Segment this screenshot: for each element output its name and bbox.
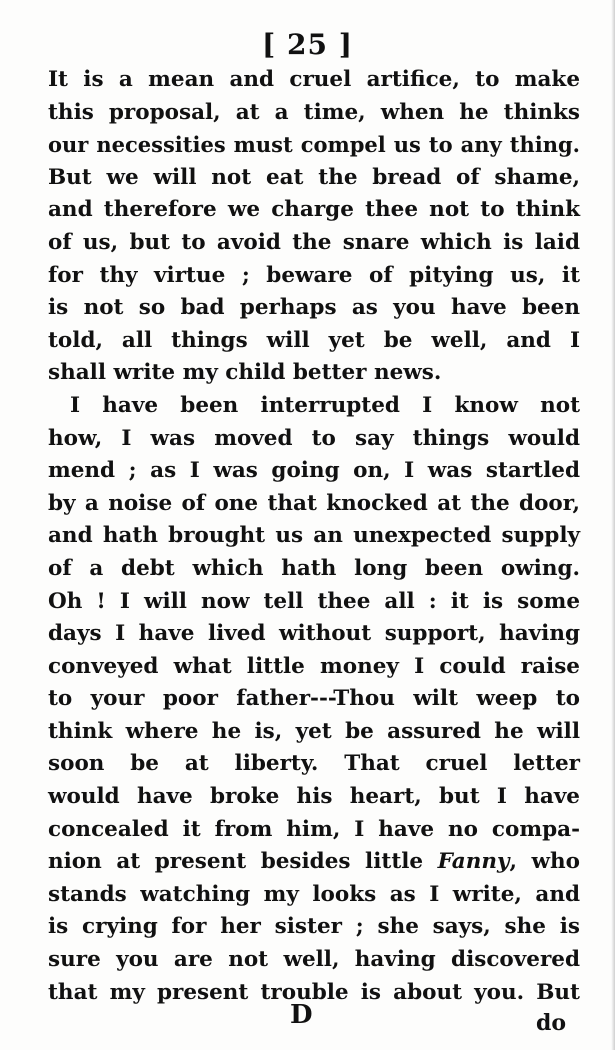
page-number: [ 25 ] [262, 28, 353, 61]
text-line: this proposal, at a time, when he thinks [48, 99, 580, 125]
catchword: do [536, 1010, 567, 1036]
text-line: to your poor father---Thou wilt weep to [48, 686, 580, 712]
text-line: told, all things will yet be well, and I [48, 327, 580, 353]
text-line: of a debt which hath long been owing. [48, 555, 580, 581]
text-line: conveyed what little money I could raise [48, 653, 580, 679]
page-edge [611, 0, 615, 1050]
text-line: I have been interrupted I know not [70, 392, 580, 418]
text-line: and therefore we charge thee not to think [48, 197, 580, 223]
text-line: and hath brought us an unexpected supply [48, 523, 580, 549]
italic-name: Fanny [437, 849, 510, 875]
text-line: soon be at liberty. That cruel letter [48, 751, 580, 777]
text-line: is crying for her sister ; she says, she is [48, 914, 580, 940]
signature-mark: D [290, 1000, 313, 1030]
text-line: Oh ! I will now tell thee all : it is some [48, 588, 580, 614]
text-line: sure you are not well, having discovered [48, 947, 580, 973]
text-line: stands watching my looks as I write, and [48, 881, 580, 907]
text-line: think where he is, yet be assured he will [48, 718, 580, 744]
text-segment: , who [509, 849, 580, 875]
text-segment: nion at present besides little [48, 849, 424, 875]
text-line: for thy virtue ; beware of pitying us, it [48, 262, 580, 288]
text-line: concealed it from him, I have no compa- [48, 816, 580, 842]
text-line: how, I was moved to say things would [48, 425, 580, 451]
text-line: days I have lived without support, having [48, 621, 580, 647]
text-line: of us, but to avoid the snare which is laid [48, 229, 580, 255]
text-line: But we will not eat the bread of shame, [48, 164, 580, 190]
text-line: by a noise of one that knocked at the door, [48, 490, 580, 516]
text-line [48, 846, 580, 879]
text-line: that my present trouble is about you. But [48, 979, 580, 1005]
text-line: our necessities must compel us to any thing. [48, 132, 580, 158]
text-line: shall write my child better news. [48, 360, 442, 386]
body-text [48, 64, 580, 1009]
text-line: would have broke his heart, but I have [48, 784, 580, 810]
text-line: is not so bad perhaps as you have been [48, 295, 580, 321]
text-line: It is a mean and cruel artifice, to make [48, 67, 580, 92]
text-line: mend ; as I was going on, I was startled [48, 458, 580, 484]
